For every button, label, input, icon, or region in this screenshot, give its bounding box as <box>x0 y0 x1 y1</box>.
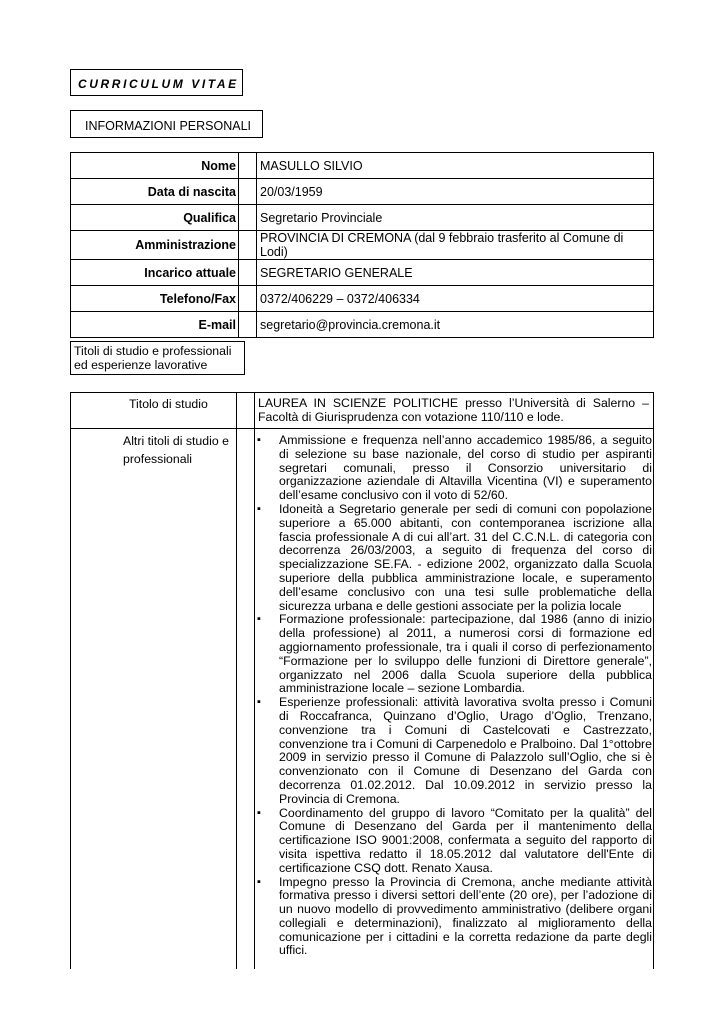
section-heading-personal-info: INFORMAZIONI PERSONALI <box>70 110 263 138</box>
degree-row <box>71 393 654 429</box>
personal-label: E-mail <box>71 312 239 338</box>
degree-label: Titolo di studio <box>129 397 208 411</box>
list-item: ▪ Ammissione e frequenza nell’anno accademico 1985/86, a seguito di selezione su base nazionale, del corso di studio per aspiranti segretari comunali, presso il Consorzio universitario di organizzazione aziendale di Altavilla Vicentina (VI) e superamento dell’esame conclusivo con il voto di 52/60. <box>279 434 652 503</box>
personal-info-table <box>70 152 654 338</box>
personal-value: PROVINCIA DI CREMONA (dal 9 febbraio trasferito al Comune di Lodi) <box>257 231 654 260</box>
personal-row <box>71 260 654 286</box>
personal-label: Data di nascita <box>71 179 239 205</box>
list-item: ▪ Impegno presso la Provincia di Cremona, anche mediante attività formativa presso i diversi settori dell’ente (20 ore), per l’adozione di un nuovo modello di provvedimento amministrativo (delibere organi collegiali e determinazioni), finalizzato al miglioramento della comunicazione per i cittadini e la corretta redazione da parte degli uffici. <box>279 876 652 959</box>
other-titles-label: Altri titoli di studio e professionali <box>123 434 229 466</box>
personal-label: Amministrazione <box>71 231 239 260</box>
personal-row <box>71 205 654 231</box>
page-title: CURRICULUM VITAE <box>70 69 243 96</box>
personal-value: 0372/406229 – 0372/406334 <box>257 286 654 312</box>
personal-row <box>71 312 654 338</box>
cell-spacer <box>239 205 257 231</box>
personal-value: 20/03/1959 <box>257 179 654 205</box>
cell-spacer <box>239 153 257 179</box>
other-titles-row <box>71 429 654 970</box>
personal-row <box>71 153 654 179</box>
list-item: ▪ Idoneità a Segretario generale per sedi di comuni con popolazione superiore a 65.000 abitanti, con contemporanea iscrizione alla fascia professionale A di cui all’art. 31 del C.C.N.L. di categoria con decorrenza 26/03/2003, a seguito di frequenza del corso di specializzazione SE.FA. - edizione 2002, organizzato dalla Scuola superiore della pubblica amministrazione locale, e superamento dell’esame conclusivo con una tesi sulle problematiche della sicurezza urbana e delle gestioni associate per la polizia locale <box>279 503 652 613</box>
personal-row <box>71 231 654 260</box>
personal-value: Segretario Provinciale <box>257 205 654 231</box>
personal-label: Qualifica <box>71 205 239 231</box>
list-item: ▪ Esperienze professionali: attività lavorativa svolta presso i Comuni di Roccafranca, Quinzano d’Oglio, Urago d’Oglio, Trenzano, convenzione tra i Comuni di Castelcovati e Castrezzato, convenzione tra i Comuni di Carpenedolo e Pralboino. Dal 1°ottobre 2009 in servizio presso il Comune di Palazzolo sull’Oglio, che si è convenzionato con il Comune di Desenzano del Garda con decorrenza 01.02.2012. Dal 10.09.2012 in servizio presso la Provincia di Cremona. <box>279 696 652 806</box>
cell-spacer <box>239 260 257 286</box>
personal-label: Incarico attuale <box>71 260 239 286</box>
other-titles-list <box>255 429 653 958</box>
personal-value: segretario@provincia.cremona.it <box>257 312 654 338</box>
personal-value: SEGRETARIO GENERALE <box>257 260 654 286</box>
section-heading-studies: Titoli di studio e professionali ed esperienze lavorative <box>70 341 245 375</box>
studies-table <box>70 392 654 969</box>
list-item: ▪ Formazione professionale: partecipazione, dal 1986 (anno di inizio della professione) al 2011, a numerosi corsi di formazione ed aggiornamento professionale, tra i quali il corso di perfezionamento “Formazione per lo sviluppo delle funzioni di Direttore generale”, organizzato nel 2006 dalla Scuola superiore della pubblica amministrazione locale – sezione Lombardia. <box>279 613 652 696</box>
personal-label: Telefono/Fax <box>71 286 239 312</box>
list-item: ▪ Coordinamento del gruppo di lavoro “Comitato per la qualità” del Comune di Desenzano del Garda per il mantenimento della certificazione ISO 9001:2008, confermata a seguito del rapporto di visita ispettiva redatto il 18.05.2012 dal valutatore dell'Ente di certificazione CSQ dott. Renato Xausa. <box>279 807 652 876</box>
personal-row <box>71 179 654 205</box>
personal-row <box>71 286 654 312</box>
cell-spacer <box>239 179 257 205</box>
degree-value: LAUREA IN SCIENZE POLITICHE presso l’Università di Salerno – Facoltà di Giurisprudenza con votazione 110/110 e lode. <box>258 396 649 424</box>
personal-value: MASULLO SILVIO <box>257 153 654 179</box>
cell-spacer <box>239 231 257 260</box>
personal-label: Nome <box>71 153 239 179</box>
cell-spacer <box>239 312 257 338</box>
cell-spacer <box>239 286 257 312</box>
